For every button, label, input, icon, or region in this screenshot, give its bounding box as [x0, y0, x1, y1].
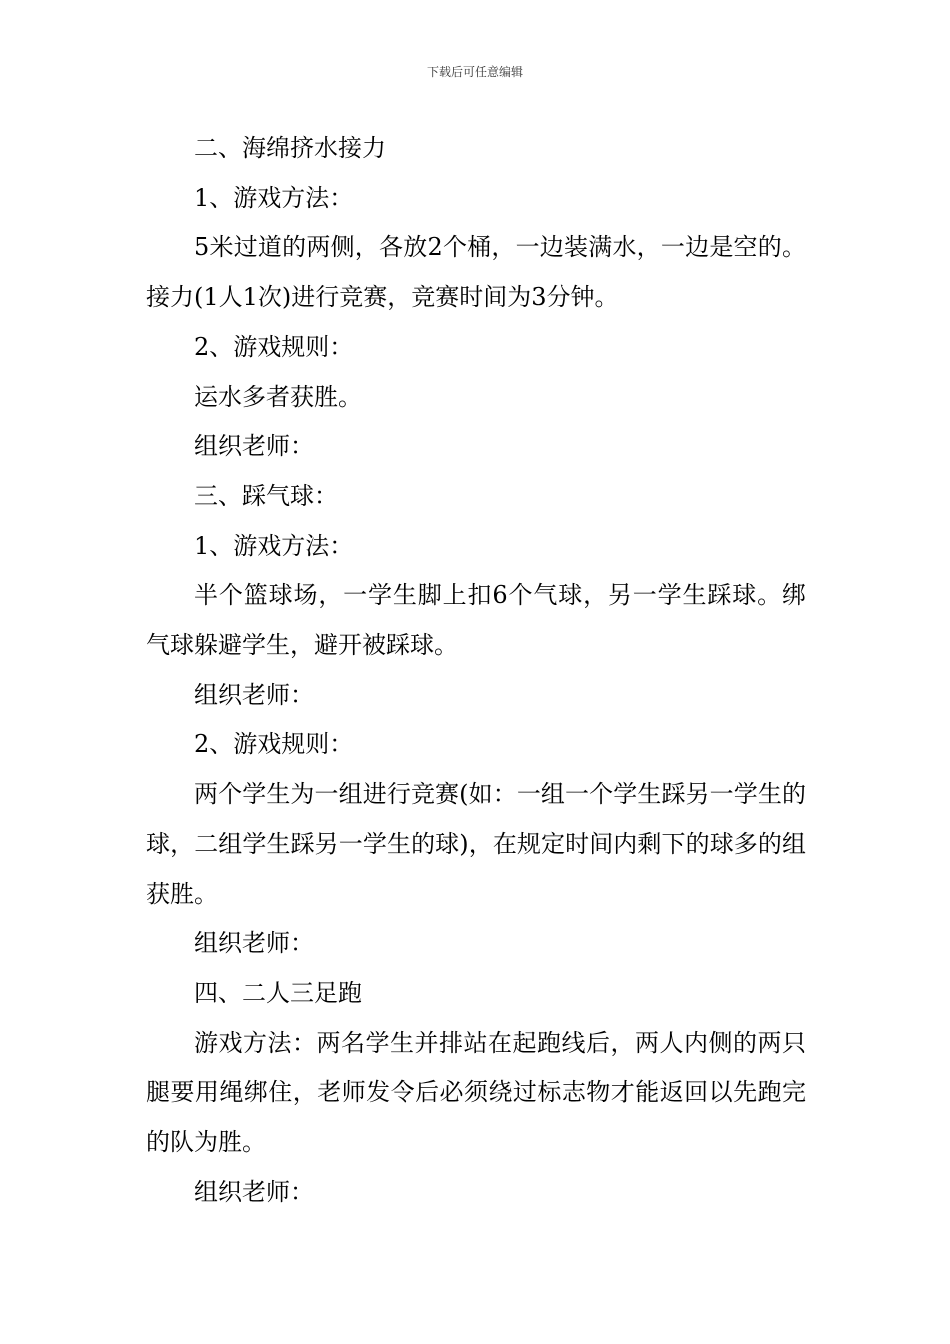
subheading-game-method: 1、游戏方法：	[194, 531, 354, 560]
document-body	[146, 124, 806, 1217]
paragraph-sponge-rules: 运水多者获胜。	[194, 382, 362, 411]
section-heading-three-legged-race: 四、二人三足跑	[194, 978, 362, 1007]
paragraph-balloon-rules: 两个学生为一组进行竞赛(如：一组一个学生踩另一学生的球，二组学生踩另一学生的球)，在规定时间内剩下的球多的组获胜。	[146, 780, 806, 908]
page-header: 下载后可任意编辑	[426, 65, 523, 79]
paragraph-race-method: 游戏方法：两名学生并排站在起跑线后，两人内侧的两只腿要用绳绑住，老师发令后必须绕过标志物才能返回以先跑完的队为胜。	[146, 1028, 806, 1157]
paragraph-balloon-method: 半个篮球场，一学生脚上扣6个气球，另一学生踩球。绑气球躲避学生，避开被踩球。	[146, 581, 806, 660]
section-heading-balloon-stomp: 三、踩气球：	[194, 481, 338, 510]
subheading-game-method: 1、游戏方法：	[194, 183, 354, 212]
subheading-game-rules: 2、游戏规则：	[194, 332, 354, 361]
paragraph-sponge-method: 5米过道的两侧，各放2个桶，一边装满水，一边是空的。接力(1人1次)进行竞赛，竞赛时间为3分钟。	[146, 233, 806, 312]
organizer-label: 组织老师：	[194, 680, 314, 709]
organizer-label: 组织老师：	[194, 1177, 314, 1206]
section-heading-sponge-relay: 二、海绵挤水接力	[194, 134, 386, 162]
subheading-game-rules: 2、游戏规则：	[194, 730, 354, 759]
organizer-label: 组织老师：	[194, 929, 314, 958]
organizer-label: 组织老师：	[194, 432, 314, 461]
